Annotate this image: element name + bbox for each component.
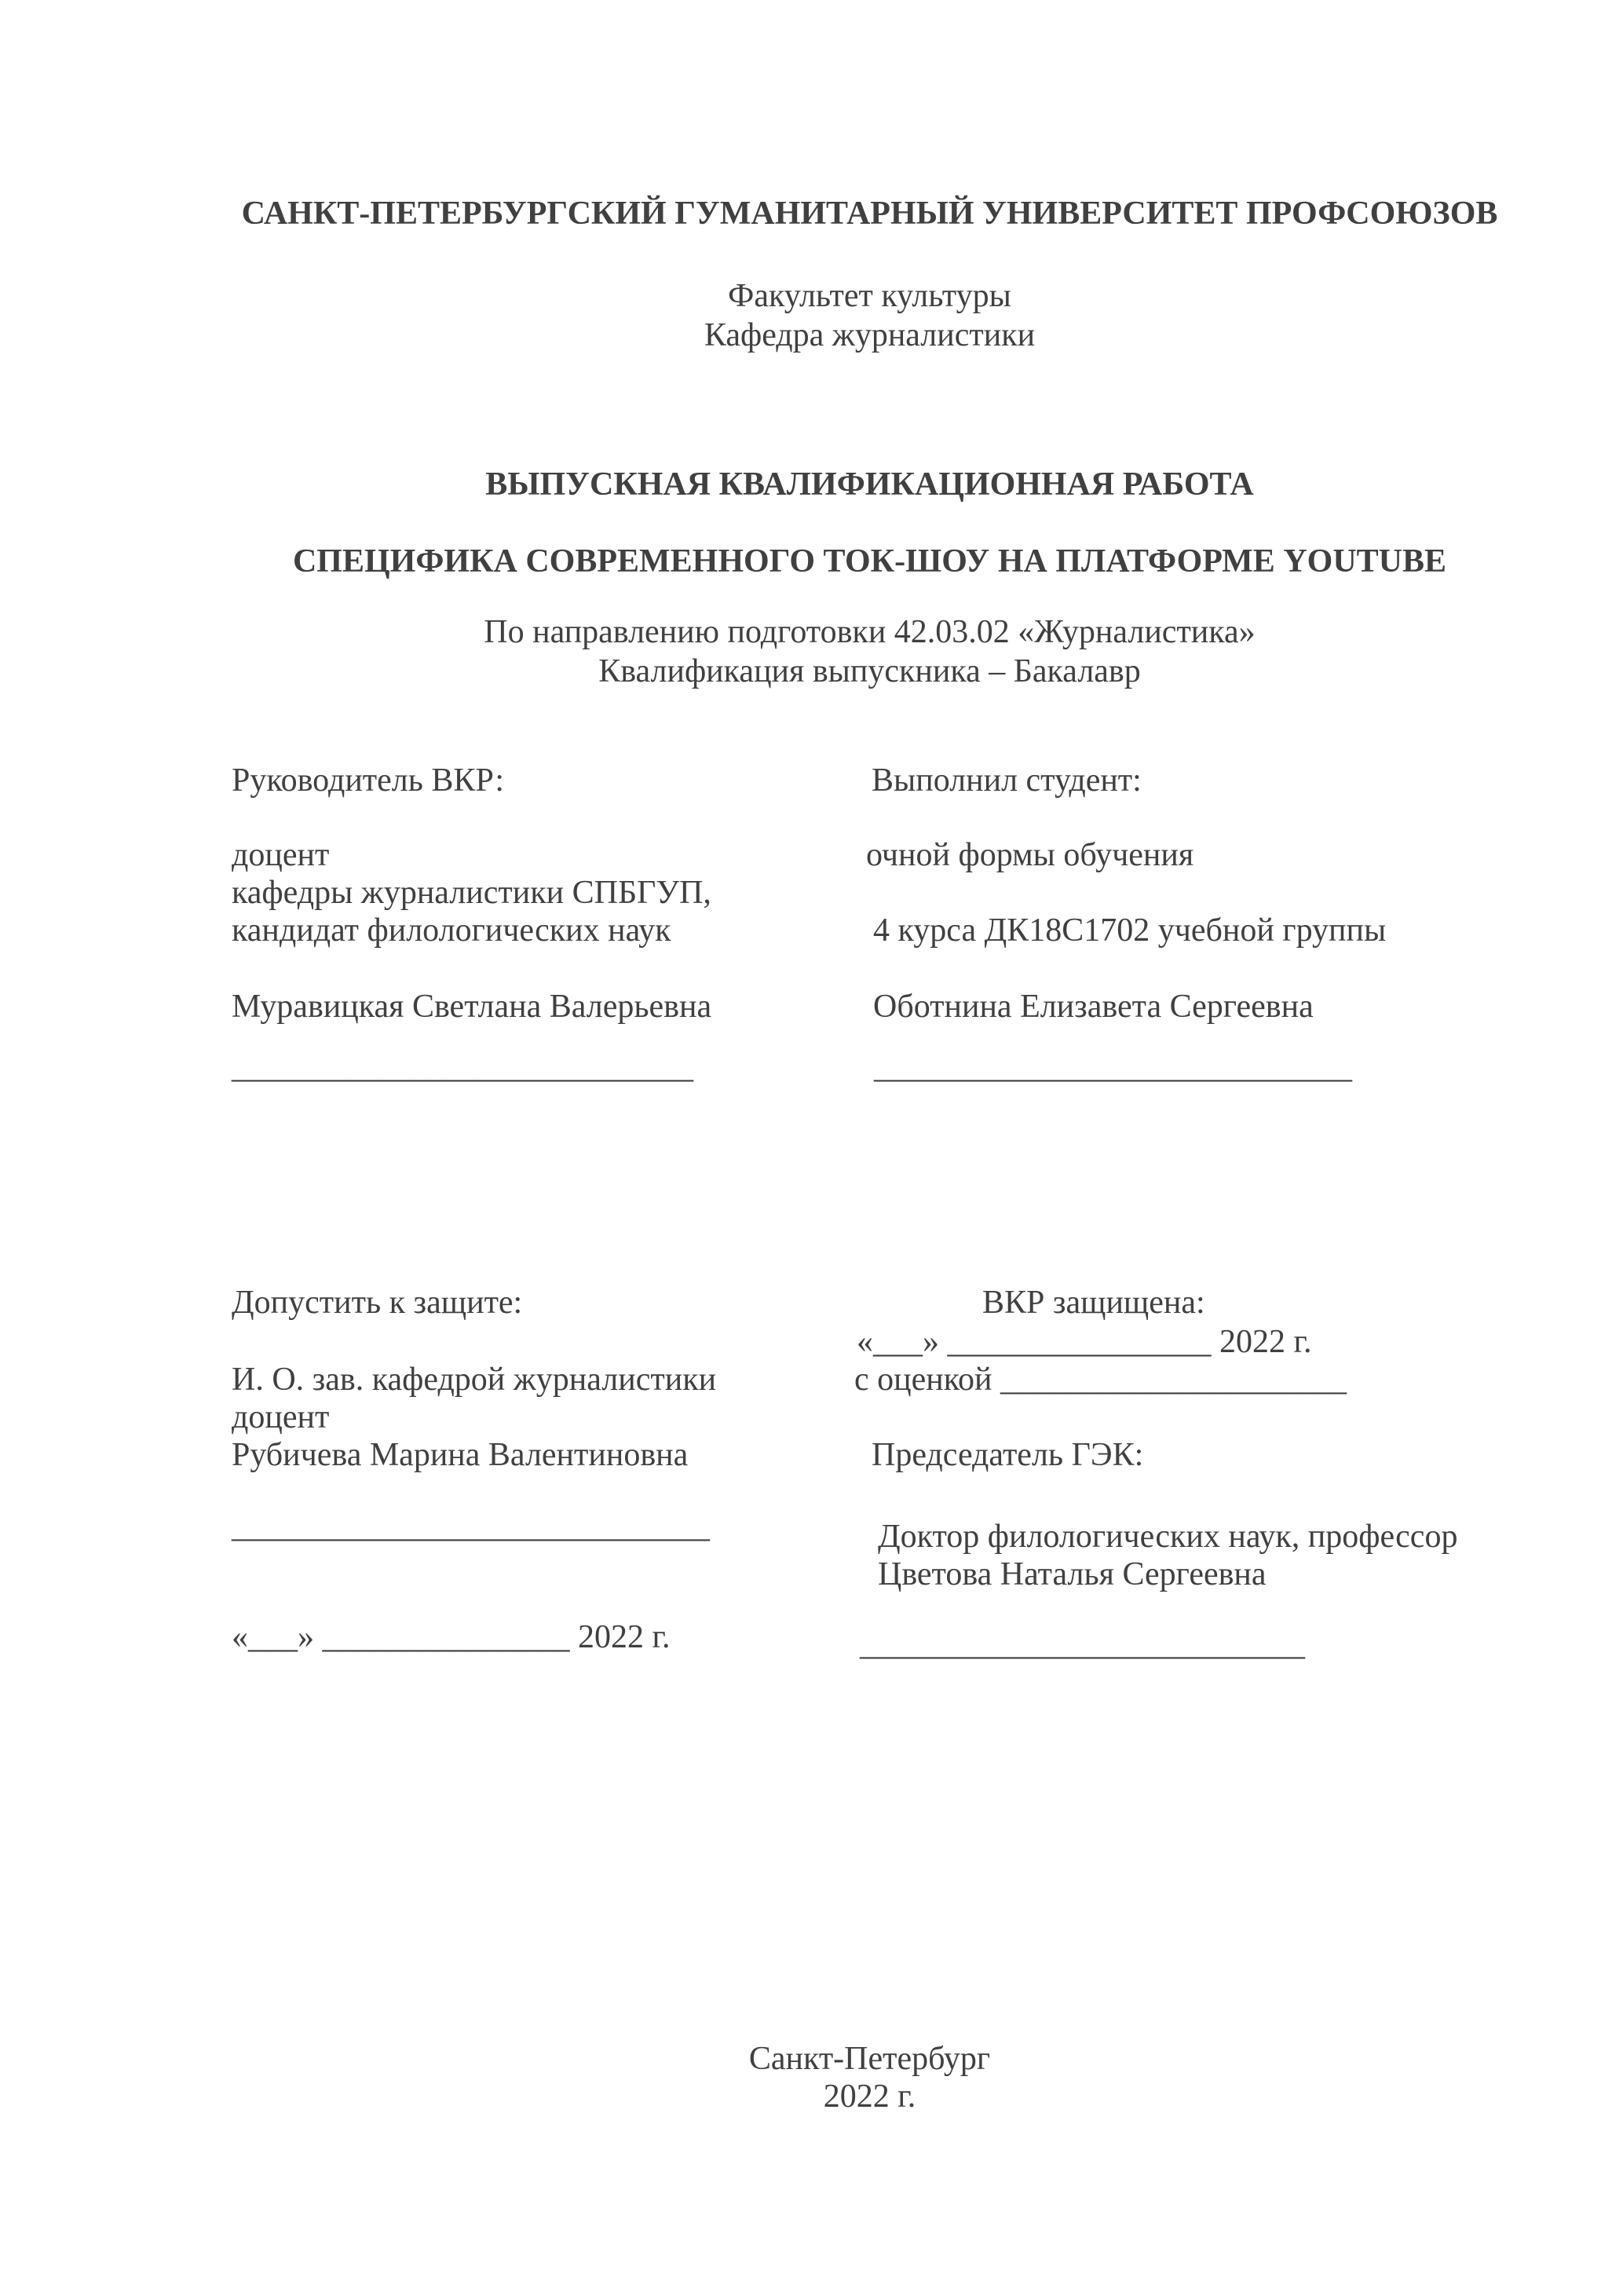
defense-label: ВКР защищена: [982,1285,1205,1321]
student-study-form: очной формы обучения [866,837,1194,873]
defense-grade-line: с оценкой _____________________ [854,1362,1347,1398]
supervisor-signature-line: ____________________________ [232,1049,693,1085]
chairman-label: Председатель ГЭК: [872,1437,1144,1473]
admission-head-position: И. О. зав. кафедрой журналистики [232,1362,717,1398]
supervisor-degree: кандидат филологических наук [232,912,671,949]
admission-head-name: Рубичева Марина Валентиновна [232,1437,689,1473]
student-name: Оботнина Елизавета Сергеевна [873,989,1314,1025]
university-name: САНКТ-ПЕТЕРБУРГСКИЙ ГУМАНИТАРНЫЙ УНИВЕРСИТЕТ ПРОФСОЮЗОВ [241,196,1498,232]
footer-city: Санкт-Петербург [748,2041,991,2077]
supervisor-label: Руководитель ВКР: [232,762,505,799]
faculty-name: Факультет культуры [728,278,1011,314]
supervisor-name: Муравицкая Светлана Валерьевна [232,989,712,1025]
admission-head-rank: доцент [232,1399,330,1435]
qualification-line: Квалификация выпускника – Бакалавр [598,653,1141,689]
student-group: 4 курса ДК18С1702 учебной группы [873,912,1387,949]
supervisor-position2: кафедры журналистики СПБГУП, [232,875,711,911]
program-line: По направлению подготовки 42.03.02 «Журналистика» [484,614,1256,650]
footer-year: 2022 г. [823,2078,916,2115]
defense-date-line: «___» ________________ 2022 г. [857,1324,1312,1360]
chairman-signature-line: ___________________________ [860,1626,1305,1662]
admission-label: Допустить к защите: [232,1285,523,1321]
chairman-name: Цветова Наталья Сергеевна [878,1556,1267,1592]
thesis-title: СПЕЦИФИКА СОВРЕМЕННОГО ТОК-ШОУ НА ПЛАТФОРМЕ YOUTUBE [292,543,1447,579]
admission-date-line: «___» _______________ 2022 г. [232,1619,671,1655]
student-signature-line: _____________________________ [874,1049,1352,1085]
admission-signature-line: _____________________________ [232,1508,710,1545]
work-type-heading: ВЫПУСКНАЯ КВАЛИФИКАЦИОННАЯ РАБОТА [485,466,1254,503]
chairman-degree: Доктор филологических наук, профессор [878,1519,1458,1555]
department-name: Кафедра журналистики [704,317,1036,353]
supervisor-position: доцент [232,837,330,873]
student-label: Выполнил студент: [872,762,1142,799]
